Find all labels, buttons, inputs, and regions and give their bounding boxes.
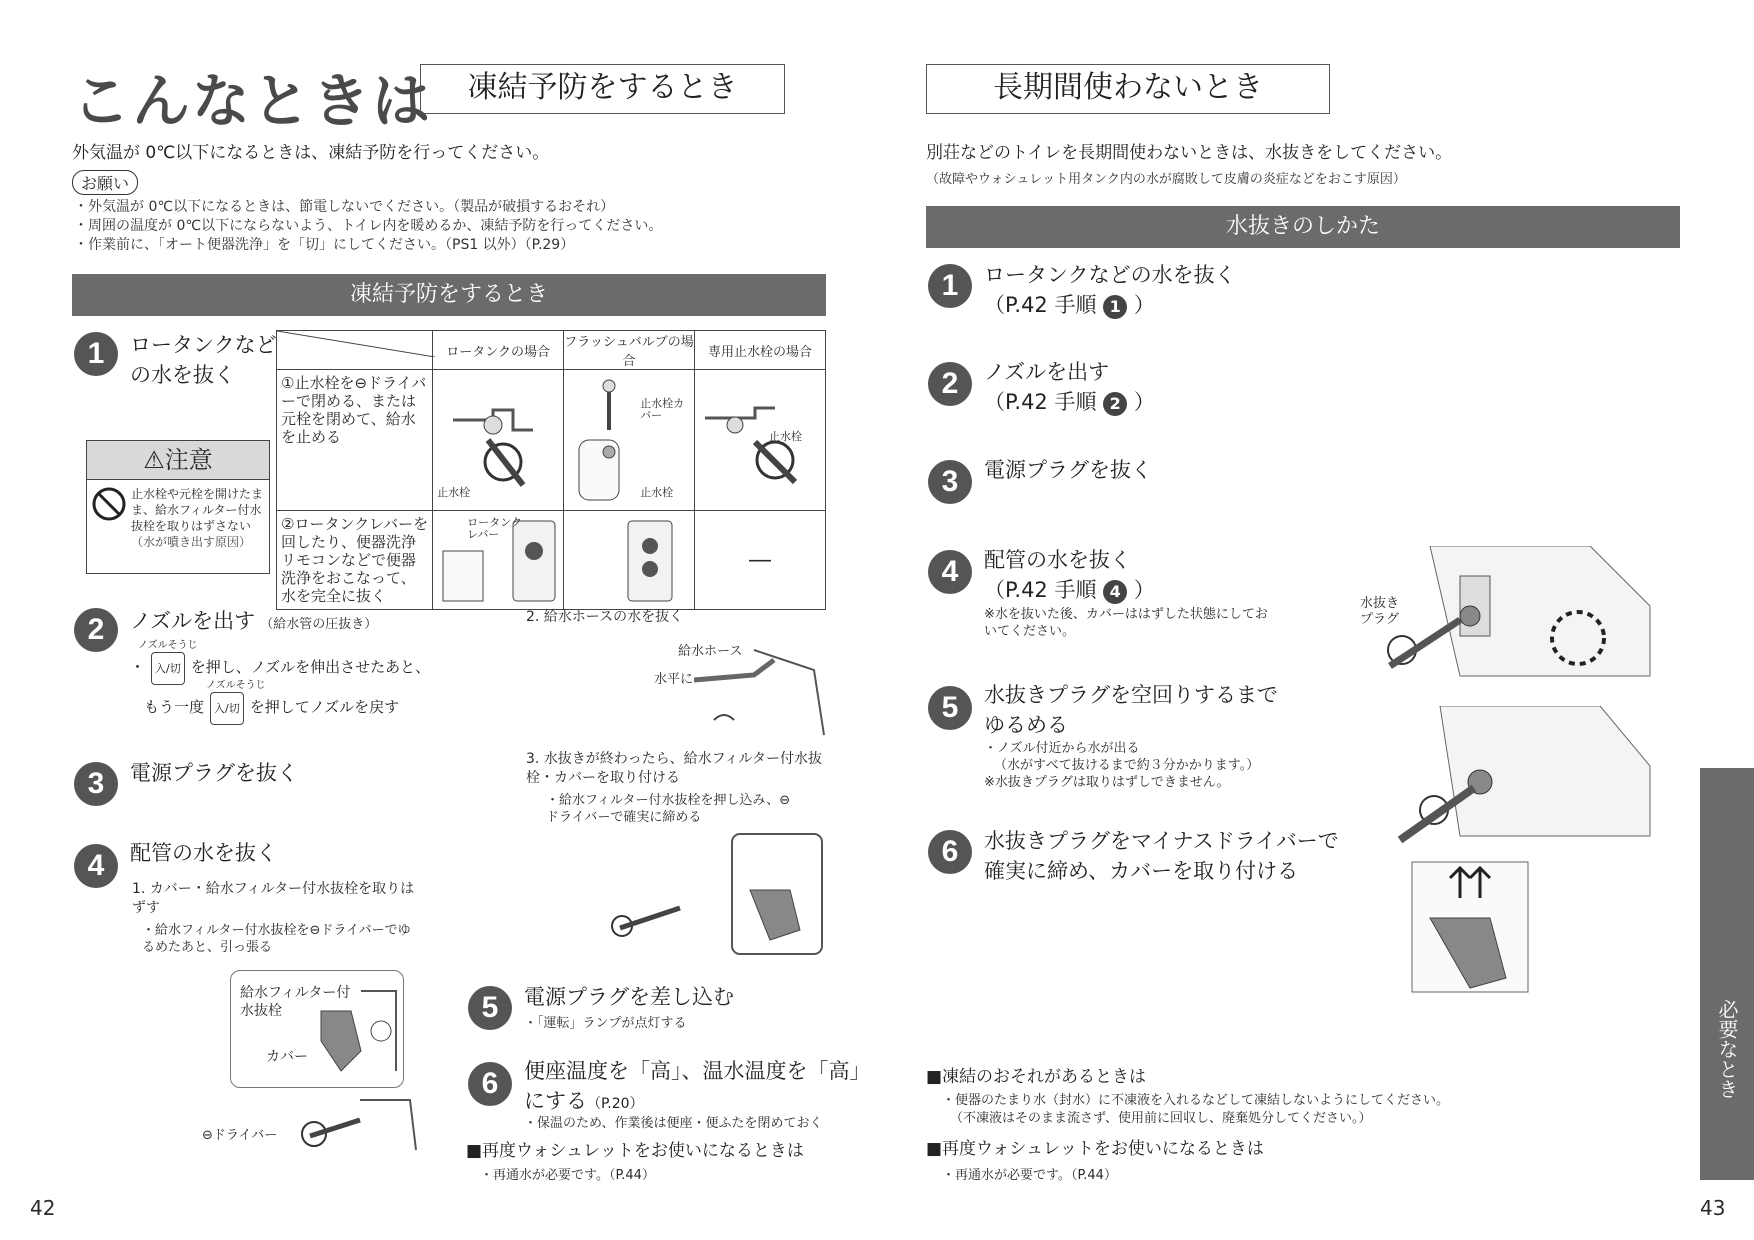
section-title-long-absence: 長期間使わないとき	[926, 64, 1330, 114]
request-notes	[74, 198, 662, 255]
label-hose: 給水ホース	[678, 644, 743, 659]
table-header: 専用止水栓の場合	[695, 331, 826, 370]
table-corner	[277, 331, 433, 370]
label-drain-plug: 水抜きプラグ	[1360, 596, 1400, 627]
freeze-title: ■凍結のおそれがあるときは	[926, 1067, 1147, 1087]
table-cell-illustration	[433, 370, 564, 511]
label-stopcock-cover: 止水栓カバー	[640, 397, 685, 422]
right-step3-title: 電源プラグを抜く	[984, 458, 1152, 482]
step2-line2	[144, 692, 399, 725]
step6-title	[524, 1056, 871, 1119]
section-bar-freeze: 凍結予防をするとき	[72, 274, 826, 316]
right-step5-title-line: 水抜きプラグを空回りするまで	[984, 683, 1278, 707]
freeze-note: ・便器のたまり水（封水）に不凍液を入れるなどして凍結しないようにしてください。	[942, 1093, 1450, 1108]
nozzle-key-button: 入/切	[151, 652, 185, 685]
right-step-number-2: 2	[928, 362, 972, 406]
note-line: ・外気温が 0℃以下になるときは、節電しないでください。（製品が破損するおそれ）	[74, 199, 615, 215]
right-step4-title: 配管の水を抜く	[984, 548, 1131, 572]
step4-sub1-note: ・給水フィルター付水抜栓を⊖ドライバーでゆるめたあと、引っ張る	[142, 923, 411, 955]
step2-line1: ・ 入/切 を押し、ノズルを伸出させたあと、	[130, 652, 430, 685]
right-step1-ref: （P.42 手順 1 ）	[984, 293, 1155, 317]
label-lever: ロータンクレバー	[467, 516, 522, 541]
step6-ref: （P.20）	[587, 1096, 644, 1112]
caution-reason: （水が噴き出す原因）	[131, 535, 252, 549]
cover-attach-illustration	[1410, 858, 1530, 998]
dedicated-valve-illustration	[695, 370, 823, 506]
right-intro-note: （故障やウォシュレット用タンク内の水が腐敗して皮膚の炎症などをおこす原因）	[926, 172, 1406, 187]
freeze-notes	[942, 1092, 1449, 1128]
page-number-right: 43	[1700, 1196, 1726, 1220]
right-step5-note: （水がすべて抜けるまで約３分かかります。）	[994, 758, 1260, 773]
table-cell-illustration	[564, 370, 695, 511]
step-number-4: 4	[74, 844, 118, 888]
reattach-illustration	[600, 830, 826, 960]
step1-title	[130, 330, 277, 390]
step2-line1-text: を押し、ノズルを伸出させたあと、	[190, 658, 431, 676]
plug-loosen-illustration	[1380, 706, 1656, 846]
right-step-number-1: 1	[928, 264, 972, 308]
right-step6-title-line: 水抜きプラグをマイナスドライバーで	[984, 829, 1339, 853]
step-number-2: 2	[74, 608, 118, 652]
right-step5-title	[984, 680, 1278, 740]
right-step1	[984, 260, 1236, 320]
step2-title-row	[130, 606, 377, 636]
right-step2	[984, 357, 1155, 417]
step1-title-line: の水を抜く	[130, 363, 235, 387]
table-cell-illustration	[564, 511, 695, 610]
key-caption: ノズルそうじ	[138, 640, 198, 651]
step5-note: ・「運転」ランプが点灯する	[524, 1016, 687, 1031]
label-stopcock: 止水栓	[640, 486, 674, 499]
page-number-left: 42	[30, 1196, 56, 1220]
left-reuse-title: ■再度ウォシュレットをお使いになるときは	[466, 1141, 804, 1161]
step-number-5: 5	[468, 986, 512, 1030]
right-step2-ref: （P.42 手順 2 ）	[984, 390, 1155, 414]
section-title-freeze: 凍結予防をするとき	[420, 64, 785, 114]
label-filter: 給水フィルター付水抜栓	[240, 985, 351, 1019]
freeze-note: （不凍液はそのまま流さず、使用前に回収し、廃棄処分してください。）	[950, 1111, 1372, 1126]
table-dash: ―	[695, 511, 826, 610]
step3-title: 電源プラグを抜く	[130, 761, 298, 785]
label-stopcock: 止水栓	[437, 486, 471, 499]
driver-illustration	[290, 1090, 420, 1160]
right-intro: 別荘などのトイレを長期間使わないときは、水抜きをしてください。	[926, 143, 1453, 163]
sub3-title: 3. 水抜きが終わったら、給水フィルター付水抜栓・カバーを取り付ける	[526, 751, 822, 786]
step-number-6: 6	[468, 1062, 512, 1106]
step1-title-line: ロータンクなど	[130, 333, 277, 357]
step6-title-line: 便座温度を「高」、温水温度を「高」	[524, 1059, 871, 1083]
right-step4-ref: （P.42 手順 4 ）	[984, 578, 1155, 602]
label-cover: カバー	[266, 1049, 308, 1065]
request-badge: お願い	[72, 170, 138, 195]
label-level: 水平に	[654, 672, 694, 687]
section-bar-drain: 水抜きのしかた	[926, 206, 1680, 248]
left-reuse-note: ・再通水が必要です。（P.44）	[480, 1168, 655, 1183]
table-cell-illustration	[695, 370, 826, 511]
remote-illustration	[564, 511, 692, 605]
key-caption: ノズルそうじ	[206, 680, 266, 691]
intro-text: 外気温が 0℃以下になるときは、凍結予防を行ってください。	[72, 143, 550, 163]
step2-sub: （給水管の圧抜き）	[260, 617, 378, 632]
note-line: ・周囲の温度が 0℃以下にならないよう、トイレ内を暖めるか、凍結予防を行ってください。	[74, 218, 663, 234]
shutoff-table	[276, 330, 826, 610]
note-line: ・作業前に、「オート便器洗浄」を「切」にしてください。（PS1 以外）（P.29）	[74, 237, 575, 253]
right-step4	[984, 545, 1155, 605]
right-step2-title: ノズルを出す	[984, 360, 1110, 384]
step2-title: ノズルを出す	[130, 609, 256, 633]
hose-illustration	[694, 640, 828, 740]
step-number-1: 1	[74, 332, 118, 376]
right-step5-note: ※水抜きプラグは取りはずしできません。	[984, 775, 1230, 790]
prohibited-icon	[91, 486, 127, 522]
table-row1-label: ①止水栓を⊖ドライバーで閉める、または元栓を閉めて、給水を止める	[277, 370, 433, 511]
step4-title: 配管の水を抜く	[130, 841, 277, 865]
right-step-number-6: 6	[928, 830, 972, 874]
label-stopcock: 止水栓	[769, 430, 803, 443]
right-step5-title-line: ゆるめる	[984, 713, 1068, 737]
right-step-number-5: 5	[928, 686, 972, 730]
step6-title-line: にする	[524, 1089, 587, 1113]
right-step-number-3: 3	[928, 460, 972, 504]
right-step1-title: ロータンクなどの水を抜く	[984, 263, 1236, 287]
label-driver: ⊖ドライバー	[202, 1128, 278, 1143]
caution-text: 止水栓や元栓を開けたまま、給水フィルター付水抜栓を取りはずさない	[131, 487, 264, 533]
sub2-title: 2. 給水ホースの水を抜く	[526, 609, 684, 625]
right-step4-note: ※水を抜いた後、カバーははずした状態にしておいてください。	[984, 607, 1268, 639]
table-header: フラッシュバルブの場合	[564, 331, 695, 370]
step-number-3: 3	[74, 762, 118, 806]
right-step-number-4: 4	[928, 550, 972, 594]
step4-sub1: 1. カバー・給水フィルター付水抜栓を取りはずす	[132, 881, 415, 916]
step2-line2-post: を押してノズルを戻す	[249, 698, 400, 716]
table-row2-label: ②ロータンクレバーを回したり、便器洗浄リモコンなどで便器洗浄をおこなって、水を完全に抜く	[277, 511, 433, 610]
nozzle-key-button: 入/切	[210, 692, 244, 725]
side-tab: 必要なとき	[1700, 768, 1754, 1180]
table-header: ロータンクの場合	[433, 331, 564, 370]
sub3-note: ・給水フィルター付水抜栓を押し込み、⊖ドライバーで確実に締める	[546, 793, 791, 825]
right-reuse-title: ■再度ウォシュレットをお使いになるときは	[926, 1139, 1264, 1159]
table-cell-illustration	[433, 511, 564, 610]
right-step6-title	[984, 826, 1339, 886]
caution-title: ⚠注意	[87, 441, 269, 480]
step6-note: ・保温のため、作業後は便座・便ふたを閉めておく	[524, 1116, 823, 1131]
caution-box	[86, 440, 270, 574]
right-step5-notes	[984, 740, 1259, 791]
page-main-title: こんなときは	[72, 67, 433, 135]
step2-line2-pre: もう一度	[144, 698, 205, 716]
right-step6-title-line: 確実に締め、カバーを取り付ける	[984, 859, 1299, 883]
right-reuse-note: ・再通水が必要です。（P.44）	[942, 1168, 1117, 1183]
step5-title: 電源プラグを差し込む	[524, 985, 734, 1009]
right-step5-note: ・ノズル付近から水が出る	[984, 741, 1140, 756]
